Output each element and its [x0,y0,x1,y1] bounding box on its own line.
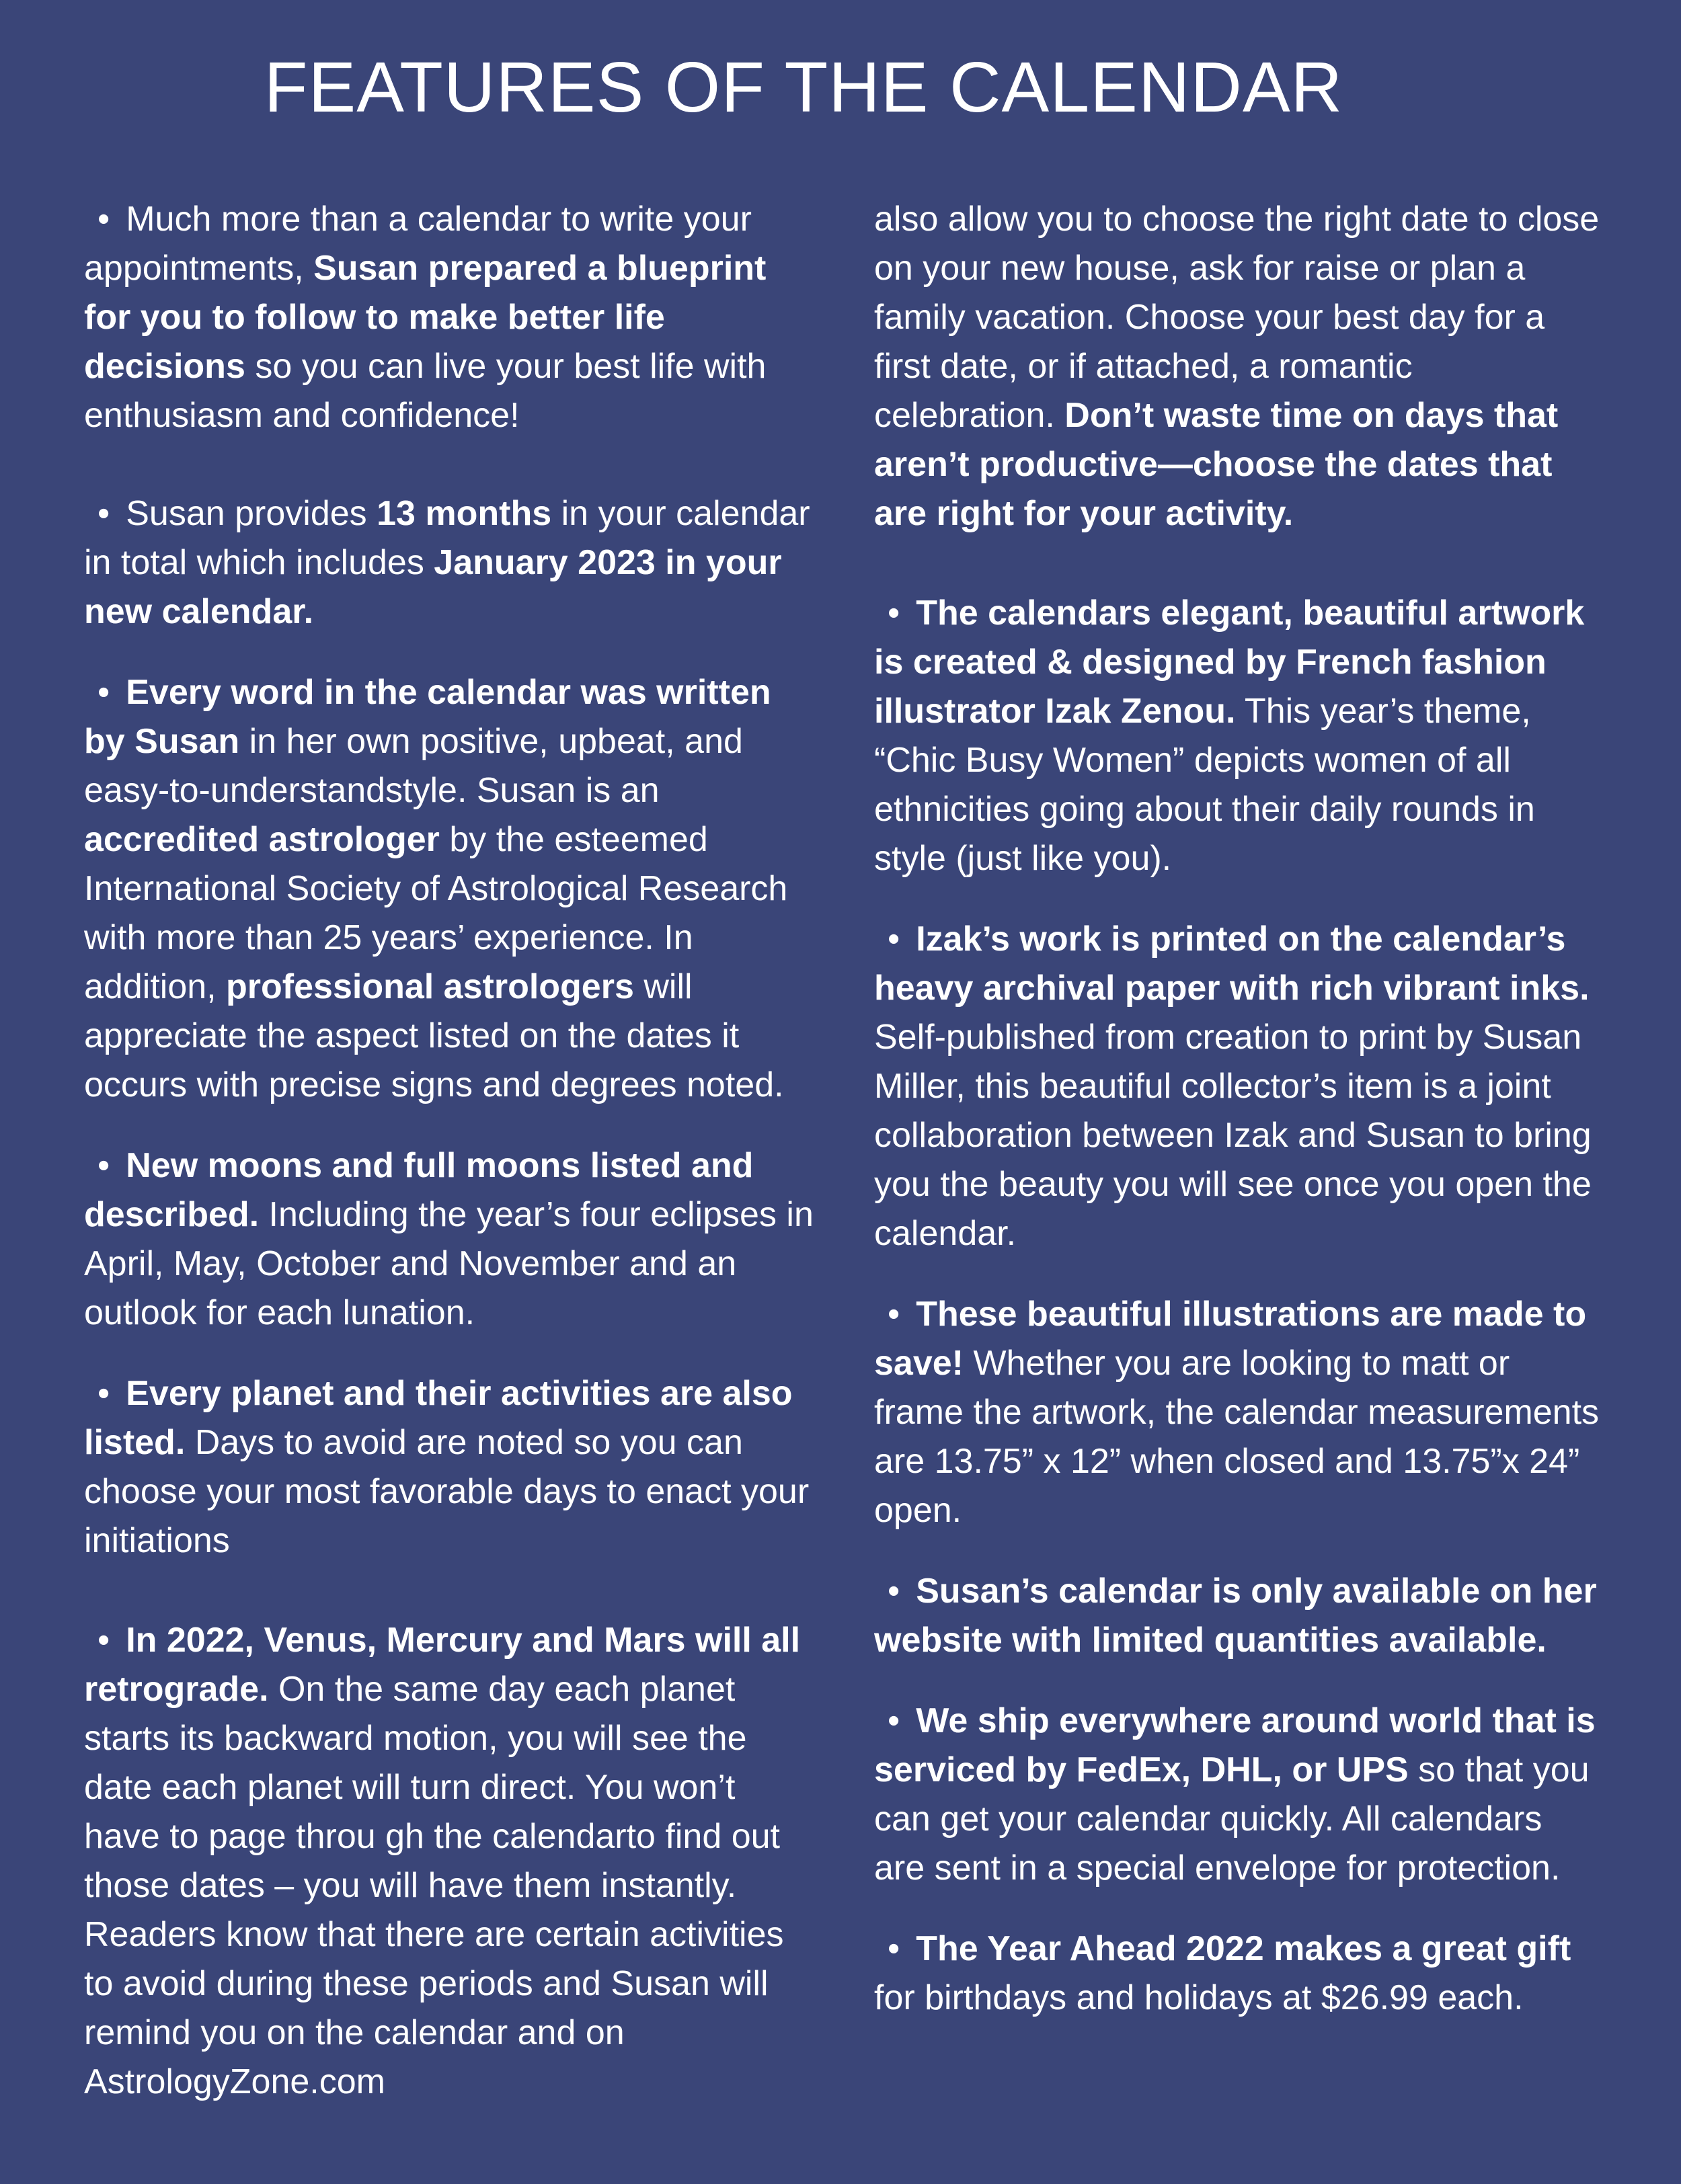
feature-item-b5 [84,1369,814,1566]
body-text: Whether you are looking to matt or frame the artwork, the calendar measurements are 13.75” x 12” when closed and 13.75”x 24” open. [874,1344,1600,1530]
feature-item-b3 [84,668,814,1110]
feature-item-b7 [874,589,1600,883]
body-text: in your calendar in total which includes [84,494,810,582]
bold-text: January 2023 in your new calendar. [84,543,782,631]
bold-text: Don’t waste time on days that aren’t productive—choose the dates that are right for your activity. [874,396,1559,533]
body-text: in her own positive, upbeat, and easy-to-understandstyle. Susan is an [84,722,743,810]
bold-text: accredited astrologer [84,820,440,859]
feature-item-b6 [84,1616,814,2107]
body-text: also allow you to choose the right date to close on your new house, ask for raise or plan a family vacation. Choose your best day for a first date, or if attached, a romantic celebration. [874,200,1600,435]
feature-item-b11 [874,1697,1600,1893]
bold-text: Susan’s calendar is only available on her website with limited quantities available. [874,1572,1597,1660]
body-text: will appreciate the aspect listed on the dates it occurs with precise signs and degrees noted. [84,967,784,1104]
bold-text: Every planet and their activities are also listed. [84,1374,793,1462]
feature-item-b2 [84,489,814,637]
bold-text: Izak’s work is printed on the calendar’s heavy archival paper with rich vibrant inks. [874,920,1590,1008]
feature-item-b10 [874,1567,1600,1665]
body-text: This year’s theme, “Chic Busy Women” depicts women of all ethnicities going about their daily rounds in style (just like you). [874,692,1535,878]
body-text: On the same day each planet starts its backward motion, you will see the date each planet will turn direct. You won’t have to page throu gh the calendarto find out those dates – you will have them instantly. Readers know that there are certain activities to avoid during these periods and Susan will remind you on the calendar and on AstrologyZone.com [84,1670,784,2101]
body-text: Including the year’s four eclipses in April, May, October and November and an outlook for each lunation. [84,1195,814,1332]
body-text: Self-published from creation to print by Susan Miller, this beautiful collector’s item is a joint collaboration between Izak and Susan to bring you the beauty you will see once you open the calendar. [874,1018,1592,1253]
bold-text: In 2022, Venus, Mercury and Mars will all retrograde. [84,1621,801,1709]
bold-text: We ship everywhere around world that is serviced by FedEx, DHL, or UPS [874,1701,1596,1789]
body-text: for birthdays and holidays at $26.99 each. [874,1978,1524,2017]
feature-item-b12 [874,1925,1600,2023]
body-text: by the esteemed International Society of Astrological Research with more than 25 years’ experience. In addition, [84,820,788,1006]
body-text: so that you can get your calendar quickly. All calendars are sent in a special envelope for protection. [874,1750,1590,1888]
bold-text: Susan prepared a blueprint for you to follow to make better life decisions [84,249,767,386]
page-title: FEATURES OF THE CALENDAR [264,48,1343,127]
feature-item-b9 [874,1290,1600,1535]
bold-text: Every word in the calendar was written by Susan [84,673,771,761]
right-column [874,195,1600,2023]
bold-text: 13 months [377,494,552,533]
feature-item-b4 [84,1141,814,1338]
bold-text: New moons and full moons listed and described. [84,1146,754,1234]
body-text: Days to avoid are noted so you can choose your most favorable days to enact your initiations [84,1423,810,1560]
bold-text: professional astrologers [226,967,634,1006]
bold-text: The Year Ahead 2022 makes a great gift [916,1929,1571,1968]
feature-item-b8 [874,915,1600,1258]
bold-text: The calendars elegant, beautiful artwork is created & designed by French fashion illustrator Izak Zenou. [874,594,1585,731]
body-text: so you can live your best life with enthusiasm and confidence! [84,347,767,435]
body-text: Much more than a calendar to write your appointments, [84,200,752,288]
body-text: Susan provides [126,494,377,533]
feature-item-b6-cont [874,195,1600,538]
feature-item-b1 [84,195,814,440]
left-column [84,195,814,2107]
bold-text: These beautiful illustrations are made to save! [874,1295,1587,1383]
